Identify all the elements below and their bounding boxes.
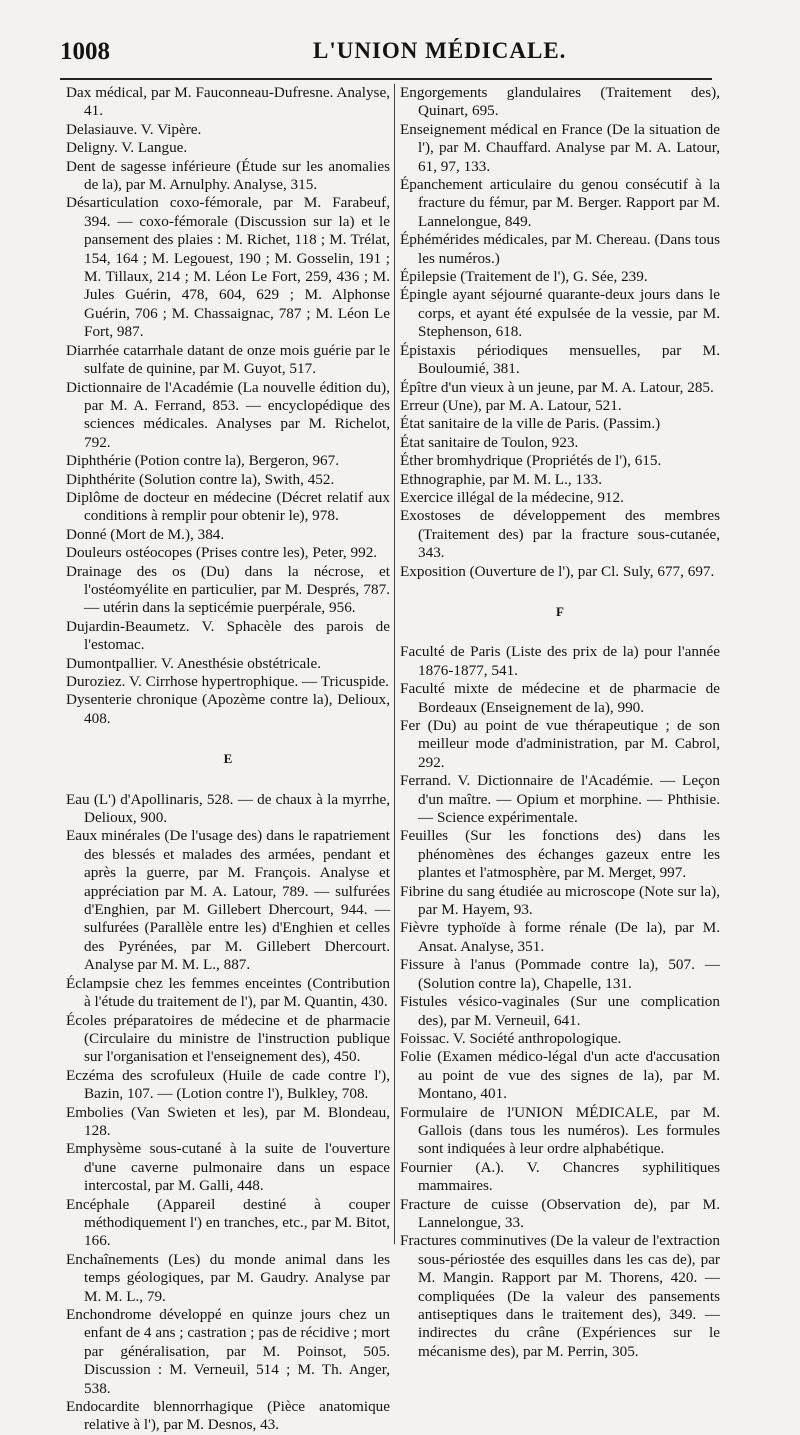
header-rule (60, 78, 712, 80)
right-column (400, 84, 720, 1360)
index-entry: Eczéma des scrofuleux (Huile de cade contre l'), Bazin, 107. — (Lotion contre l'), Bulkley, 708. (66, 1066, 390, 1103)
index-entry: Fer (Du) au point de vue thérapeutique ; de son meilleur mode d'administration, par M. Cabrol, 292. (400, 717, 720, 771)
index-entry: Fibrine du sang étudiée au microscope (Note sur la), par M. Hayem, 93. (400, 882, 720, 919)
page-header (60, 36, 750, 70)
index-entry: Épingle ayant séjourné quarante-deux jours dans le corps, et ayant été expulsée de la vessie, par M. Stephenson, 618. (400, 286, 720, 341)
index-entry: Ferrand. V. Dictionnaire de l'Académie. — Leçon d'un maître. — Opium et morphine. — Phthisie. — Science expérimentale. (400, 772, 720, 827)
index-entry: Épilepsie (Traitement de l'), G. Sée, 239. (400, 268, 648, 286)
index-entry: État sanitaire de la ville de Paris. (Passim.) (400, 415, 661, 433)
index-entry: Dent de sagesse inférieure (Étude sur les anomalies de la), par M. Arnulphy. Analyse, 315. (66, 157, 390, 194)
index-entry: Épistaxis périodiques mensuelles, par M. Bouloumié, 381. (400, 341, 720, 378)
index-entry: Engorgements glandulaires (Traitement des), Quinart, 695. (400, 84, 720, 120)
index-entry: Dictionnaire de l'Académie (La nouvelle édition du), par M. A. Ferrand, 853. — encyclopédique des sciences médicales. Analyses par M. Richelot, 792. (66, 378, 390, 451)
index-entry: Éclampsie chez les femmes enceintes (Contribution à l'étude du traitement de l'), par M. Quantin, 430. (66, 974, 390, 1011)
index-entry: Diphthérie (Potion contre la), Bergeron, 967. (66, 452, 340, 470)
index-entry: Dumontpallier. V. Anesthésie obstétricale. (66, 654, 322, 672)
index-entry: Diplôme de docteur en médecine (Décret relatif aux conditions à remplir pour obtenir le), 978. (66, 488, 390, 525)
left-column (66, 84, 390, 1434)
running-title: L'UNION MÉDICALE. (313, 38, 567, 63)
index-entry: Foissac. V. Société anthropologique. (400, 1029, 622, 1047)
index-entry: Emphysème sous-cutané à la suite de l'ouverture d'une caverne pulmonaire dans un espace intercostal, par M. Galli, 448. (66, 1140, 390, 1195)
page-number: 1008 (60, 38, 110, 65)
index-entry: Duroziez. V. Cirrhose hypertrophique. — Tricuspide. (66, 673, 389, 690)
index-entry: Encéphale (Appareil destiné à couper méthodiquement l') en tranches, etc., par M. Bitot, 166. (66, 1195, 390, 1250)
index-entry: Exostoses de développement des membres (Traitement des) par la fracture sous-cutanée, 343. (400, 507, 720, 562)
index-entry: Formulaire de l'UNION MÉDICALE, par M. Gallois (dans tous les numéros). Les formules sont indiquées à leur ordre alphabétique. (400, 1103, 720, 1158)
section-letter-e: E (223, 751, 233, 767)
index-entry: Eau (L') d'Apollinaris, 528. — de chaux à la myrrhe, Delioux, 900. (66, 790, 390, 827)
index-entry: Drainage des os (Du) dans la nécrose, et l'ostéomyélite en particulier, par M. Després, 787. — utérin dans la septicémie puerpérale, 956. (66, 562, 390, 617)
section-letter-f: F (556, 603, 564, 619)
index-entry: Endocardite blennorrhagique (Pièce anatomique relative à l'), par M. Desnos, 43. (66, 1398, 390, 1434)
index-entry: Dysenterie chronique (Apozème contre la), Delioux, 408. (66, 691, 390, 727)
index-entry: Faculté de Paris (Liste des prix de la) pour l'année 1876-1877, 541. (400, 643, 720, 679)
index-entry: Folie (Examen médico-légal d'un acte d'accusation au point de vue des signes de la), par M. Montano, 401. (400, 1048, 720, 1103)
index-entry: Éther bromhydrique (Propriétés de l'), 615. (400, 452, 662, 470)
index-entry: Épître d'un vieux à un jeune, par M. A. Latour, 285. (400, 378, 714, 396)
index-entry: Embolies (Van Swieten et les), par M. Blondeau, 128. (66, 1103, 390, 1139)
index-entry: Feuilles (Sur les fonctions des) dans les phénomènes des échanges gazeux entre les plantes et l'atmosphère, par M. Merget, 997. (400, 827, 720, 882)
index-entry: Épanchement articulaire du genou consécutif à la fracture du fémur, par M. Berger. Rapport par M. Lannelongue, 849. (400, 176, 720, 230)
index-entry: Fractures comminutives (De la valeur de l'extraction sous-périostée des esquilles dans les cas de), par M. Mangin. Rapport par M. Thorens, 420. — compliquées (De la valeur des pansements antiseptiques dans le traitement des), 349. — indirectes du crâne (Expériences sur le mécanisme des), par M. Perrin, 305. (400, 1232, 720, 1360)
index-entry: Exposition (Ouverture de l'), par Cl. Suly, 677, 697. (400, 562, 715, 580)
index-entry: Delasiauve. V. Vipère. (66, 120, 202, 138)
index-entry: Écoles préparatoires de médecine et de pharmacie (Circulaire du ministre de l'instruction publique sur l'organisation et l'enseignement des), 450. (66, 1011, 390, 1066)
index-entry: Enchaînements (Les) du monde animal dans les temps géologiques, par M. Gaudry. Analyse par M. M. L., 79. (66, 1250, 390, 1305)
index-entry: Diphthérite (Solution contre la), Swith, 452. (66, 470, 335, 488)
index-entry: Ethnographie, par M. M. L., 133. (400, 470, 603, 488)
index-entry: Fracture de cuisse (Observation de), par M. Lannelongue, 33. (400, 1195, 720, 1231)
index-entry: Exercice illégal de la médecine, 912. (400, 488, 624, 506)
index-entry: Eaux minérales (De l'usage des) dans le rapatriement des blessés et malades des armées, pendant et après la guerre, par M. François. Analyse et appréciation par M. A. Latour, 789. — sulfurées d'Enghien, par M. Gillebert Dhercourt, 944. — sulfurées (Parallèle entre les) d'Enghien et celles des Pyrénées, par M. Gillebert Dhercourt. Analyse par M. M. L., 887. (66, 827, 390, 974)
index-entry: Enseignement médical en France (De la situation de l'), par M. Chauffard. Analyse par M. A. Latour, 61, 97, 133. (400, 120, 720, 175)
index-entry: Dujardin-Beaumetz. V. Sphacèle des parois de l'estomac. (66, 617, 390, 654)
index-entry: Deligny. V. Langue. (66, 139, 188, 157)
index-entry: Diarrhée catarrhale datant de onze mois guérie par le sulfate de quinine, par M. Guyot, 517. (66, 341, 390, 378)
index-entry: Fissure à l'anus (Pommade contre la), 507. — (Solution contre la), Chapelle, 131. (400, 956, 720, 992)
index-entry: Enchondrome développé en quinze jours chez un enfant de 4 ans ; castration ; pas de récidive ; mort par généralisation, par M. Poinsot, 505. Discussion : M. Verneuil, 514 ; M. Th. Anger, 538. (66, 1306, 390, 1397)
index-entry: Erreur (Une), par M. A. Latour, 521. (400, 396, 622, 414)
index-entry: Douleurs ostéocopes (Prises contre les), Peter, 992. (66, 544, 378, 562)
index-entry: Fournier (A.). V. Chancres syphilitiques mammaires. (400, 1158, 720, 1195)
index-entry: Dax médical, par M. Fauconneau-Dufresne. Analyse, 41. (66, 84, 390, 120)
column-divider (394, 84, 395, 1244)
index-entry: Donné (Mort de M.), 384. (66, 525, 225, 543)
index-entry: Fièvre typhoïde à forme rénale (De la), par M. Ansat. Analyse, 351. (400, 919, 720, 955)
index-entry: Désarticulation coxo-fémorale, par M. Farabeuf, 394. — coxo-fémorale (Discussion sur la) et le pansement des plaies : M. Richet, 118 ; M. Trélat, 154, 164 ; M. Legouest, 190 ; M. Gosselin, 191 ; M. Tillaux, 214 ; M. Léon Le Fort, 259, 436 ; M. Jules Guérin, 478, 604, 629 ; M. Alphonse Guérin, 706 ; M. Chassaignac, 787 ; M. Léon Le Fort, 987. (66, 194, 390, 341)
index-entry: Faculté mixte de médecine et de pharmacie de Bordeaux (Enseignement de la), 990. (400, 680, 720, 716)
index-entry: État sanitaire de Toulon, 923. (400, 433, 579, 451)
index-entry: Fistules vésico-vaginales (Sur une complication des), par M. Verneuil, 641. (400, 993, 720, 1029)
index-entry: Éphémérides médicales, par M. Chereau. (Dans tous les numéros.) (400, 231, 720, 267)
